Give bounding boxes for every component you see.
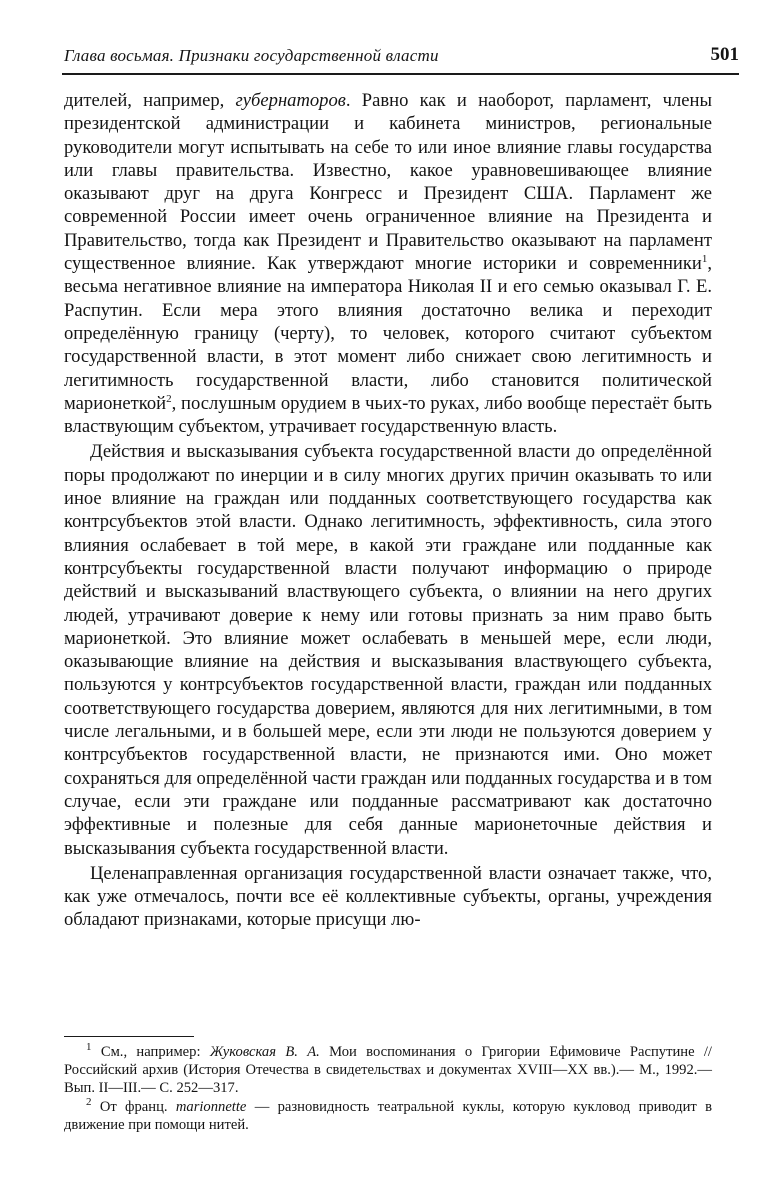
paragraph-1-text-c: , весьма негативное влияние на императора Николая II и его семью оказывал Г. Е. Распутин. Если мера этого влияния достаточно велика и переходит определённую границу (черту), то человек, которого считают субъектом государственной власти, в этот момент либо снижает свою легитимность и легитимность государственной власти, либо становится политической марионеткой — [64, 253, 712, 414]
footnote-rule — [64, 1036, 194, 1037]
paragraph-1-text-d: , послушным орудием в чьих-то руках, либо вообще перестаёт быть властвующим субъектом, утрачивает государственную власть. — [64, 392, 712, 438]
footnote-ref-1: 1 — [701, 252, 708, 265]
paragraph-3: Целенаправленная организация государственной власти означает также, что, как уже отмечалось, почти все её коллективные субъекты, органы, учреждения обладают признаками, которые присущи лю- — [64, 862, 712, 931]
header-rule — [62, 73, 739, 75]
paragraph-1 — [64, 89, 712, 438]
footnote-1-text-b: Мои воспоминания о Григории Ефимовиче Распутине // Российский архив (История Отечества в свидетельствах и документах XVIII—XX вв.).— М., 1992.— Вып. II—III.— С. 252—317. — [64, 1044, 712, 1097]
footnote-1-author: Жуковская В. А. — [209, 1044, 320, 1060]
paragraph-1-italic: губернаторов — [235, 90, 346, 111]
footnote-1-text-a: См., например: — [91, 1044, 210, 1060]
footnote-2-text-b: — разновидность театральной куклы, которую кукловод приводит в движение при помощи нитей. — [64, 1098, 712, 1133]
footnote-ref-2: 2 — [166, 392, 172, 405]
footnote-1-number: 1 — [86, 1041, 92, 1054]
footnote-2-text-a: От франц. — [91, 1098, 176, 1115]
footnotes — [64, 1043, 712, 1134]
paragraph-1-text-b: . Равно как и наоборот, парламент, члены президентской администрации и кабинета министров, региональные руководители могут испытывать на себе то или иное влияние главы государства или главы правительства. Известно, какое уравновешивающее влияние оказывают друг на друга Конгресс и Президент США. Парламент же современной России имеет очень ограниченное влияние на Президента и Правительство, тогда как Президент и Правительство оказывают на парламент существенное влияние. Как утверждают многие историки и современники — [64, 90, 712, 275]
paragraph-2: Действия и высказывания субъекта государственной власти до определённой поры продолжают по инерции и в силу многих других причин оказывать то или иное влияние на граждан или подданных соответствующего государства как контрсубъектов этой власти. Однако легитимность, эффективность, сила этого влияния ослабевает в той мере, в какой эти граждане или подданные как контрсубъекты государственной власти получают информацию о природе действий и высказываний властвующего субъекта, о влиянии на него других людей, утрачивают доверие к нему или готовы признать за ним право быть марионеткой. Это влияние может ослабевать в меньшей мере, если люди, оказывающие влияние на действия и высказывания властвующего субъекта, пользуются у контрсубъектов государственной власти, граждан или подданных соответствующего государства доверием, являются для них легитимными, в том числе легальными, и в большей мере, если эти люди не пользуются доверием у контрсубъектов государственной власти, не признаются ими. Оно может сохраняться для определённой части граждан или подданных государства и в том случае, если эти граждане или подданные рассматривают как достаточно эффективные и полезные для себя данные марионеточные действия и высказывания субъекта государственной власти. — [64, 441, 712, 859]
page-number: 501 — [710, 44, 739, 65]
page-header — [64, 44, 739, 74]
footnote-2-number: 2 — [86, 1095, 92, 1108]
paragraph-1-text-a: дителей, например, — [64, 90, 236, 111]
footnote-2 — [64, 1095, 712, 1134]
running-title: Глава восьмая. Признаки государственной власти — [64, 46, 439, 65]
footnote-2-term: marionnette — [175, 1098, 247, 1115]
footnote-1 — [64, 1043, 712, 1098]
main-text — [64, 89, 712, 932]
